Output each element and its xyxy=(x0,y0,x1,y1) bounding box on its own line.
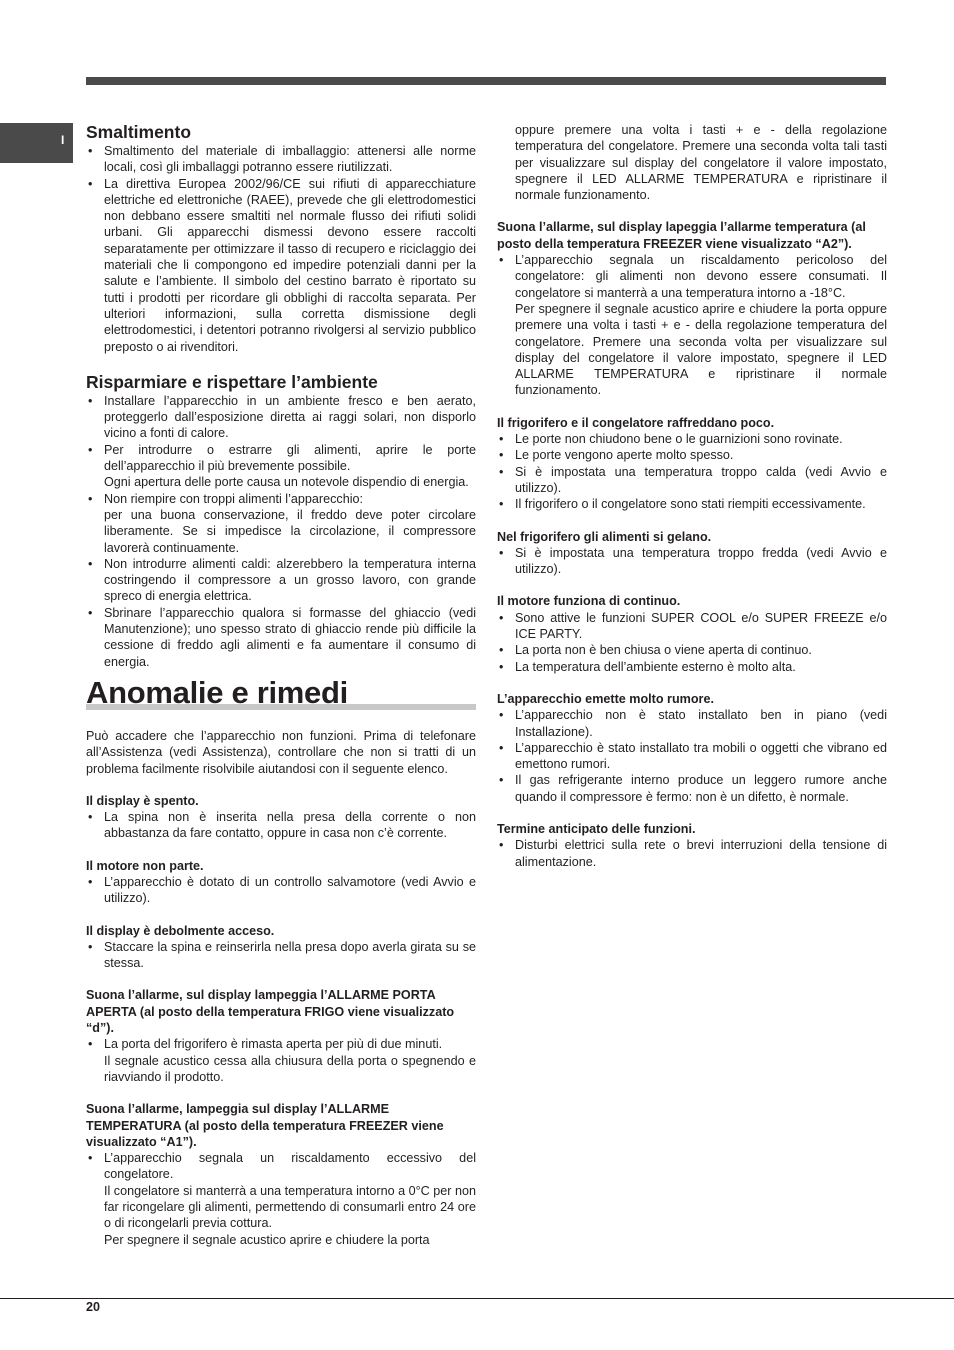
problem-heading: Il display è spento. xyxy=(86,793,199,808)
header-rule xyxy=(86,77,886,85)
footer-rule xyxy=(0,1298,954,1299)
list-item: • L’apparecchio è stato installato tra mobili o oggetti che vibrano ed emettono rumori. xyxy=(497,740,887,773)
section-title-risparmiare: Risparmiare e rispettare l’ambiente xyxy=(86,371,378,392)
list-item: • L’apparecchio non è stato installato ben in piano (vedi Installazione). xyxy=(497,707,887,740)
risparmiare-list-3 xyxy=(86,556,476,670)
list-item: • Smaltimento del materiale di imballaggio: attenersi alle norme locali, così gli imballaggi potranno essere riutilizzati. xyxy=(86,143,476,176)
problem-list xyxy=(497,252,887,301)
problem-list xyxy=(86,1150,476,1183)
list-item: • Sbrinare l’apparecchio qualora si formasse del ghiaccio (vedi Manutenzione); uno spesso strato di ghiaccio rende più difficile la cessione di freddo agli alimenti e fa aumentare il consumo di energia. xyxy=(86,605,476,670)
problem-list xyxy=(86,809,476,842)
left-column xyxy=(86,122,476,1248)
risparmiare-list xyxy=(86,393,476,474)
problem-list xyxy=(497,431,887,512)
smaltimento-list xyxy=(86,143,476,355)
list-item-continuation: Il segnale acustico cessa alla chiusura della porta o spegnendo e riavviando il prodotto. xyxy=(104,1053,476,1084)
problem-list xyxy=(86,874,476,907)
list-item: • Il gas refrigerante interno produce un leggero rumore anche quando il compressore è fermo: non è un difetto, è normale. xyxy=(497,772,887,805)
list-item: • Non riempire con troppi alimenti l’apparecchio: xyxy=(86,491,476,507)
problem-heading: Il frigorifero e il congelatore raffreddano poco. xyxy=(497,415,775,430)
list-item: • Per introdurre o estrarre gli alimenti, aprire le porte dell’apparecchio il più brevemente possibile. xyxy=(86,442,476,475)
problem-heading: Il display è debolmente acceso. xyxy=(86,923,275,938)
list-item: • La temperatura dell’ambiente esterno è molto alta. xyxy=(497,659,887,675)
list-item: • L’apparecchio segnala un riscaldamento pericoloso del congelatore: gli alimenti non devono essere consumati. Il congelatore si manterrà a una temperatura intorno a -18°C. xyxy=(497,252,887,301)
problem-heading: Termine anticipato delle funzioni. xyxy=(497,821,696,836)
list-item: • Si è impostata una temperatura troppo calda (vedi Avvio e utilizzo). xyxy=(497,464,887,497)
list-item-continuation: Il congelatore si manterrà a una temperatura intorno a 0°C per non far ricongelare gli alimenti, permettendo di consumarli entro 24 ore o di ricongelarli previa cottura. xyxy=(104,1183,476,1231)
list-item: • Disturbi elettrici sulla rete o brevi interruzioni della tensione di alimentazione. xyxy=(497,837,887,870)
problem-heading: Nel frigorifero gli alimenti si gelano. xyxy=(497,529,712,544)
list-item: • Le porte non chiudono bene o le guarnizioni sono rovinate. xyxy=(497,431,887,447)
list-item: • La direttiva Europea 2002/96/CE sui rifiuti di apparecchiature elettriche ed elettroniche (RAEE), prevede che gli elettrodomestici non debbano essere smaltiti nel normale flusso dei rifiuti solidi urbani. Gli apparecchi dismessi devono essere raccolti separatamente per ottimizzare il tasso di recupero e riciclaggio dei materiali che li compongono ed impedire potenziali danni per la salute e l’ambiente. Il simbolo del cestino barrato è riportato su tutti i prodotti per ricordare gli obblighi di raccolta separata. Per ulteriori informazioni, sulla corretta dismissione degli elettrodomestici, i detentori potranno rivolgersi al servizio pubblico preposto o ai rivenditori. xyxy=(86,176,476,355)
list-item: • Staccare la spina e reinserirla nella presa dopo averla girata su se stessa. xyxy=(86,939,476,972)
problem-heading: Il motore funziona di continuo. xyxy=(497,594,681,609)
list-item-continuation: Ogni apertura delle porte causa un notevole dispendio di energia. xyxy=(104,475,469,490)
list-item: • La porta non è ben chiusa o viene aperta di continuo. xyxy=(497,642,887,658)
problem-list xyxy=(86,1036,476,1052)
list-item: • Le porte vengono aperte molto spesso. xyxy=(497,447,887,463)
problem-heading: L’apparecchio emette molto rumore. xyxy=(497,691,714,706)
list-item: • Sono attive le funzioni SUPER COOL e/o SUPER FREEZE e/o ICE PARTY. xyxy=(497,610,887,643)
language-label: I xyxy=(61,133,65,147)
problem-list xyxy=(497,837,887,870)
intro-paragraph: Può accadere che l’apparecchio non funzioni. Prima di telefonare all’Assistenza (vedi Assistenza), controllare che non si tratti di un problema facilmente risolvibile aiutandosi con il seguente elenco. xyxy=(86,728,476,776)
problem-list xyxy=(497,707,887,805)
problem-list xyxy=(497,610,887,675)
list-item-continuation: per una buona conservazione, il freddo deve poter circolare liberamente. Se si impedisce la circolazione, il compressore lavorerà continuamente. xyxy=(104,507,476,555)
list-item-continuation: Per spegnere il segnale acustico aprire e chiudere la porta oppure premere una volta i tasti + e - della regolazione temperatura del congelatore. Premere una seconda volta per visualizzare sul display del congelatore il valore impostato, spegnere il LED ALLARME TEMPERATURA e ripristinare il normale funzionamento. xyxy=(515,301,887,398)
list-item: • Installare l’apparecchio in un ambiente fresco e ben aerato, proteggerlo dall’esposizione diretta ai raggi solari, non disporlo vicino a fonti di calore. xyxy=(86,393,476,442)
problem-list xyxy=(86,939,476,972)
section-title-smaltimento: Smaltimento xyxy=(86,122,192,142)
list-item: • Il frigorifero o il congelatore sono stati riempiti eccessivamente. xyxy=(497,496,887,512)
problem-heading: Il motore non parte. xyxy=(86,858,204,873)
list-item: • L’apparecchio segnala un riscaldamento eccessivo del congelatore. xyxy=(86,1150,476,1183)
problem-list xyxy=(497,545,887,578)
risparmiare-list-2 xyxy=(86,491,476,507)
page-title: Anomalie e rimedi xyxy=(86,674,348,710)
list-item: • La porta del frigorifero è rimasta aperta per più di due minuti. xyxy=(86,1036,476,1052)
page-number: 20 xyxy=(86,1300,101,1314)
list-item-continuation: oppure premere una volta i tasti + e - della regolazione temperatura del congelatore. Premere una seconda volta tali tasti per visualizzare sul display del congelatore il valore impostato, spegnere il LED ALLARME TEMPERATURA e ripristinare il normale funzionamento. xyxy=(515,123,887,203)
problem-heading: Suona l’allarme, sul display lapeggia l’allarme temperatura (al posto della temperatura FREEZER viene visualizzato “A2”). xyxy=(497,220,866,251)
problem-heading: Suona l’allarme, lampeggia sul display l’ALLARME TEMPERATURA (al posto della temperatura FREEZER viene visualizzato “A1”). xyxy=(86,1102,444,1149)
right-column xyxy=(497,122,887,870)
list-item: • Si è impostata una temperatura troppo fredda (vedi Avvio e utilizzo). xyxy=(497,545,887,578)
list-item: • Non introdurre alimenti caldi: alzerebbero la temperatura interna costringendo il compressore a un grosso lavoro, con grande spreco di energia elettrica. xyxy=(86,556,476,605)
list-item-continuation: Per spegnere il segnale acustico aprire e chiudere la porta xyxy=(104,1232,430,1247)
list-item: • La spina non è inserita nella presa della corrente o non abbastanza da fare contatto, oppure in casa non c’è corrente. xyxy=(86,809,476,842)
list-item: • L’apparecchio è dotato di un controllo salvamotore (vedi Avvio e utilizzo). xyxy=(86,874,476,907)
problem-heading: Suona l’allarme, sul display lampeggia l’ALLARME PORTA APERTA (al posto della temperatura FRIGO viene visualizzato “d”). xyxy=(86,988,455,1036)
